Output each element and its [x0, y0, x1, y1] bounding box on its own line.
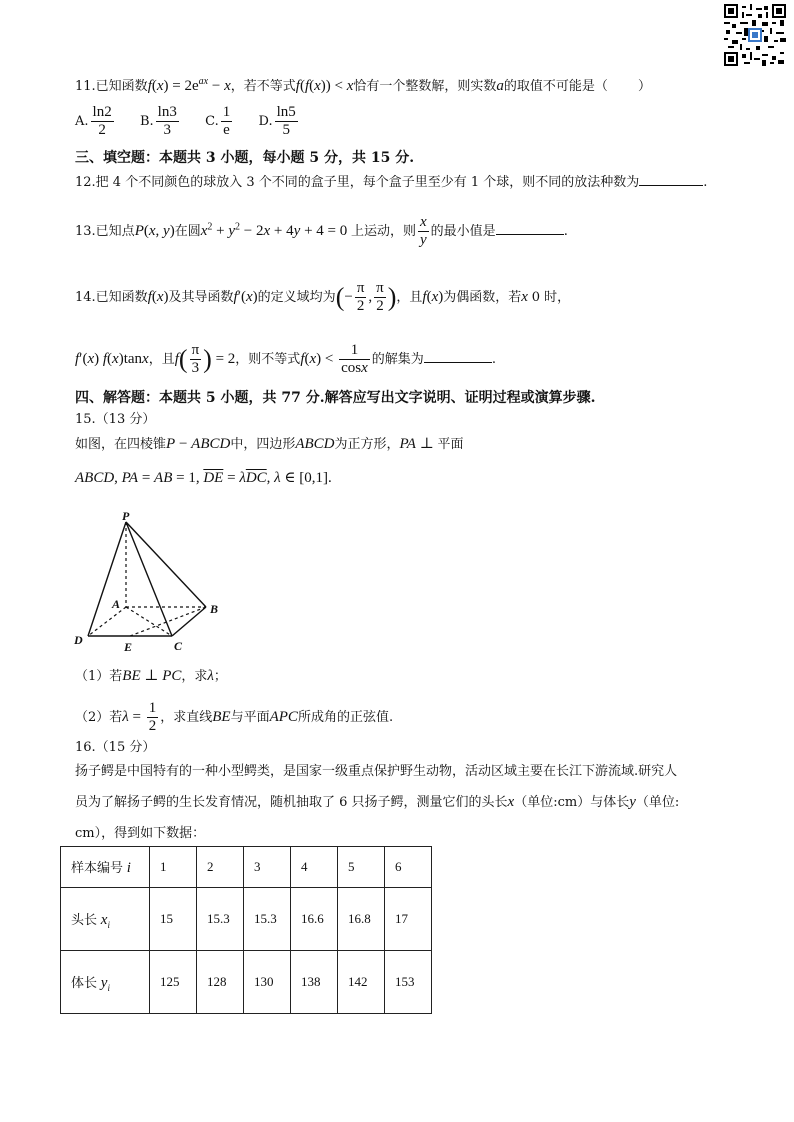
- table-cell: 3: [244, 847, 291, 888]
- q16-p2a: 员为了解扬子鳄的生长发育情况，随机抽取了 6 只扬子鳄，测量它们的头长: [75, 795, 508, 810]
- row-x-label: 头长: [71, 912, 98, 928]
- q13-tail: 的最小值是: [430, 224, 496, 239]
- q14-and2: ，且: [148, 352, 175, 367]
- data-table: [60, 846, 432, 1014]
- q15-intro1: 如图，在四棱锥: [75, 437, 167, 452]
- table-cell: 15.3: [197, 888, 244, 951]
- q15-part2c: 与平面: [230, 710, 270, 725]
- table-header-cell: 头长 $x_i$: [61, 888, 150, 951]
- table-cell: 17: [385, 888, 432, 951]
- table-cell: 138: [291, 951, 338, 1014]
- vertex-a-label: A: [112, 597, 121, 611]
- table-header-cell: 体长 $y_i$: [61, 951, 150, 1014]
- q11-options: [75, 104, 300, 139]
- q14-tail: 的解集为: [371, 352, 424, 367]
- table-cell: 142: [338, 951, 385, 1014]
- q13-move: 上运动，则: [350, 224, 416, 239]
- option-c-label: C.: [205, 114, 219, 129]
- q16-p3: cm），得到如下数据：: [75, 826, 206, 841]
- option-a: [75, 104, 116, 138]
- q13-lead: 13.已知点: [75, 224, 135, 239]
- section-4-heading: 四、解答题：本题共 5 小题，共 77 分.解答应写出文字说明、证明过程或演算步骤.: [75, 390, 596, 406]
- table-row: [61, 847, 432, 888]
- pyramid-figure: [70, 508, 230, 656]
- section-3-heading: 三、填空题：本题共 3 小题，每小题 5 分，共 15 分.: [75, 150, 415, 166]
- table-cell: 130: [244, 951, 291, 1014]
- q15-head: 15.（13 分）: [75, 412, 156, 427]
- table-cell: 15.3: [244, 888, 291, 951]
- option-d: [258, 104, 300, 138]
- question-13: 13.已知点P(x, y)在圆$x^2 + y^2 - 2x + 4y + 4 = 0$ 上运动，则 $\frac{x}{y}$ 的最小值是 .: [75, 214, 568, 248]
- table-cell: 6: [385, 847, 432, 888]
- table-row: [61, 888, 432, 951]
- option-b-den: 3: [163, 122, 171, 138]
- question-14: 14.已知函数f(x)及其导函数f′(x)的定义域均为(− $\frac{\pi}{2}$ , $\frac{\pi}{2}$ )，且f(x)为偶函数，若x 0 时，: [75, 280, 571, 314]
- header-label: 样本编号: [71, 861, 124, 876]
- vertex-e-label: E: [124, 640, 133, 654]
- row-y-label: 体长: [71, 975, 98, 991]
- q14-even: ，且: [396, 290, 423, 305]
- q14-when: 0 时，: [531, 290, 571, 305]
- option-b: [139, 104, 181, 138]
- q16-p2: 员为了解扬子鳄的生长发育情况，随机抽取了 6 只扬子鳄，测量它们的头长x（单位:cm）与体长y（单位:: [75, 794, 680, 810]
- q15-part1: （1）若: [75, 669, 123, 684]
- q14-and: 及其导函数: [168, 290, 234, 305]
- q16-p1: 扬子鳄是中国特有的一种小型鳄类，是国家一级重点保护野生动物，活动区域主要在长江下游流域.研究人: [75, 764, 678, 779]
- q16-p2b: （单位:cm）与体长: [514, 795, 630, 810]
- q15-intro: 如图，在四棱锥P − ABCD中，四边形ABCD为正方形，PA ⊥ 平面: [75, 436, 464, 452]
- q15-intro2: 中，四边形: [230, 437, 296, 452]
- q11-lead: 11.已知函数: [75, 79, 148, 94]
- option-a-num: ln2: [92, 104, 112, 120]
- option-d-num: ln5: [276, 104, 296, 120]
- q11-tail2: 的取值不可能是（: [503, 79, 608, 94]
- q16-p2c: （单位:: [635, 795, 680, 810]
- q12-text: 12.把 4 个不同颜色的球放入 3 个不同的盒子里，每个盒子里至少有 1 个球，则不同的放法种数为: [75, 175, 640, 190]
- option-d-den: 5: [282, 122, 290, 138]
- table-cell: 4: [291, 847, 338, 888]
- q15-part1c: ；: [213, 669, 227, 684]
- q15-intro3: 为正方形，: [334, 437, 400, 452]
- vertex-d-label: D: [74, 633, 83, 647]
- option-d-label: D.: [258, 114, 273, 129]
- table-cell: 15: [150, 888, 197, 951]
- q15-part2d: 所成角的正弦值.: [297, 710, 394, 725]
- table-row: [61, 951, 432, 1014]
- q14-domain: 的定义域均为: [257, 290, 336, 305]
- q15-part1b: ，求: [181, 669, 208, 684]
- table-cell: 153: [385, 951, 432, 1014]
- q11-close: ）: [637, 79, 651, 94]
- table-cell: 128: [197, 951, 244, 1014]
- qr-code-icon: [724, 4, 786, 66]
- q16-head: 16.（15 分）: [75, 740, 156, 755]
- q11-middle: ，若不等式: [230, 79, 296, 94]
- question-11: 11.已知函数$f(x) = 2e^{ax} - x$，若不等式f(f(x)) < x恰有一个整数解，则实数a的取值不可能是（ ）: [75, 76, 651, 94]
- q15-part-2: （2）若λ = $\frac{1}{2}$ ，求直线BE与平面APC所成角的正弦值.: [75, 700, 394, 734]
- table-cell: 5: [338, 847, 385, 888]
- option-a-den: 2: [98, 122, 106, 138]
- q13-middle: 在圆: [174, 224, 201, 239]
- q11-tail: 恰有一个整数解，则实数: [353, 79, 497, 94]
- table-cell: 2: [197, 847, 244, 888]
- table-cell: 16.8: [338, 888, 385, 951]
- q15-intro4: 平面: [437, 437, 464, 452]
- option-b-num: ln3: [157, 104, 177, 120]
- q14-ineq: ，则不等式: [235, 352, 301, 367]
- table-cell: 125: [150, 951, 197, 1014]
- question-12: 12.把 4 个不同颜色的球放入 3 个不同的盒子里，每个盒子里至少有 1 个球，则不同的放法种数为 .: [75, 172, 707, 193]
- vertex-b-label: B: [210, 602, 219, 616]
- question-14-cont: f′(x) f(x)tanx，且f( $\frac{\pi}{3}$ ) = 2，则不等式f(x) < $\frac{1}{\cos x}$ 的解集为 .: [75, 342, 496, 376]
- q14-lead: 14.已知函数: [75, 290, 148, 305]
- option-c-den: e: [223, 122, 230, 138]
- vertex-c-label: C: [174, 639, 183, 653]
- q15-part-1: （1）若BE ⊥ PC，求λ；: [75, 668, 227, 684]
- option-c-num: 1: [222, 104, 231, 120]
- option-b-label: B.: [139, 114, 154, 129]
- table-cell: 16.6: [291, 888, 338, 951]
- vertex-p-label: P: [122, 509, 130, 523]
- q15-conditions: ABCD, PA = AB = 1, $\overline{DE} = \lambda\overline{DC}$, λ ∈ [0,1].: [75, 470, 332, 486]
- table-cell: 1: [150, 847, 197, 888]
- q15-part2: （2）若: [75, 710, 123, 725]
- q14-even2: 为偶函数，若: [443, 290, 522, 305]
- q15-part2b: ，求直线: [160, 710, 213, 725]
- table-header-cell: 样本编号 i: [61, 847, 150, 888]
- option-c: [205, 104, 234, 138]
- option-a-label: A.: [75, 114, 89, 129]
